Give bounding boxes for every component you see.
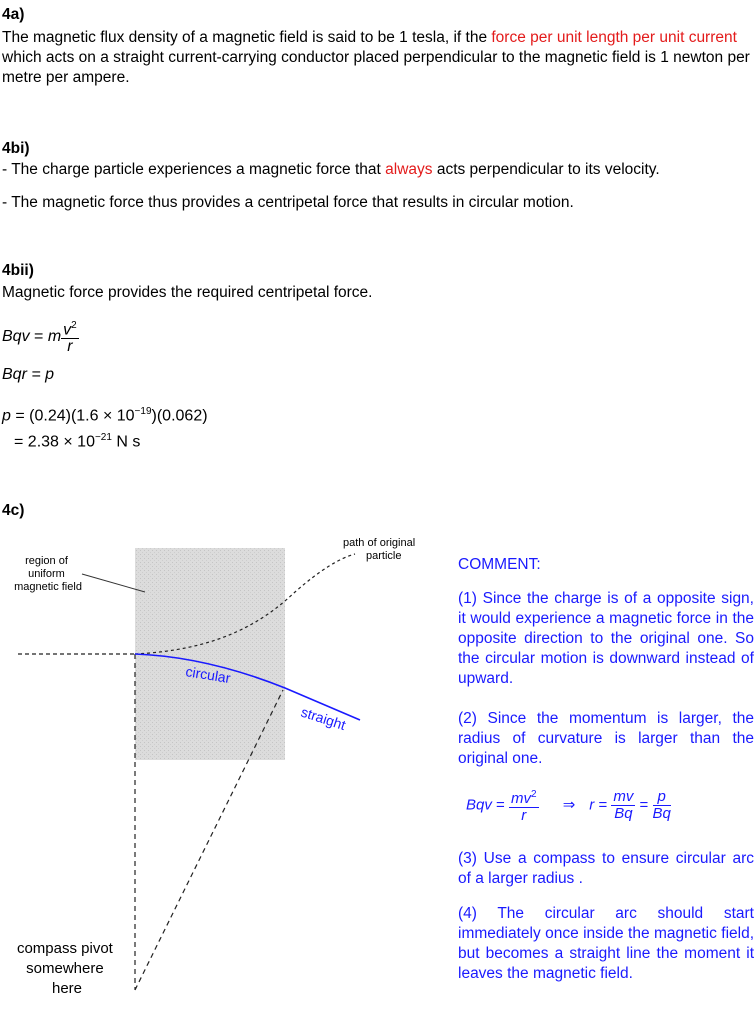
eq1-lhs: Bqv	[2, 327, 30, 345]
eq1-mass: m	[47, 327, 62, 345]
ceq-lhs: Bqv	[466, 796, 492, 814]
q4bii-intro: Magnetic force provides the required centripetal force.	[2, 284, 373, 301]
circular-label: circular	[184, 663, 232, 687]
comment-point-2: (2) Since the momentum is larger, the radius of curvature is larger than the original one.	[458, 710, 754, 767]
comment-equation: Bqv = $\frac{mv^2}{r}$ ⇒ r = $\frac{mv}{Bq}$ = $\frac{p}{Bq}$	[466, 788, 671, 824]
magnetic-field-region	[135, 548, 285, 760]
eq4-unit: N s	[111, 433, 141, 451]
eq-centripetal	[2, 318, 79, 355]
ceq-den-2: Bq	[614, 805, 633, 822]
q4a-text-2: which acts on a straight current-carrying conductor placed perpendicular to the magnetic field is 1 newton per metre per ampere.	[2, 49, 750, 86]
region-label: region of uniform magnetic field	[14, 555, 82, 593]
eq1-fraction	[61, 318, 79, 355]
eq4-a: = 2.38 × 10	[14, 433, 95, 451]
pivot-label: compass pivot somewhere here	[16, 940, 113, 997]
ceq-den-3: Bq	[652, 805, 671, 822]
ceq-fraction-3	[653, 789, 671, 822]
ceq-den-1: r	[521, 807, 527, 824]
eq1-denominator: r	[67, 338, 73, 356]
eq-momentum: Bqr = p	[2, 366, 55, 383]
q4a-heading: 4a)	[2, 6, 25, 23]
eq3-p: p	[2, 407, 11, 425]
eq3-end: )(0.062)	[151, 407, 208, 425]
comment-point-1: (1) Since the charge is of a opposite sign, it would experience a magnetic force in the opposite direction to the original one. So the circular motion is downward instead of upward.	[458, 590, 754, 687]
q4bi-line-1-b: acts perpendicular to its velocity.	[432, 161, 660, 178]
deflection-diagram	[0, 530, 450, 1023]
q4a-answer	[2, 28, 756, 88]
q4c-heading: 4c)	[2, 502, 25, 519]
ceq-fraction-2	[611, 789, 635, 822]
ceq-num-1: mv	[510, 790, 531, 807]
q4a-text-1: The magnetic flux density of a magnetic field is said to be 1 tesla, if the	[2, 29, 492, 46]
q4bi-line-1-a: - The charge particle experiences a magnetic force that	[2, 161, 386, 178]
eq4-exponent: −21	[94, 432, 112, 443]
q4bi-highlight: always	[385, 161, 433, 178]
ceq-num-3: p	[653, 789, 671, 806]
eq-substitution	[2, 406, 208, 425]
ceq-equals: =	[491, 796, 509, 814]
eq1-exponent: 2	[71, 320, 77, 331]
eq3-rhs: = (0.24)(1.6 × 10	[10, 407, 135, 425]
ceq-fraction-1	[509, 787, 539, 824]
comment-point-3: (3) Use a compass to ensure circular arc of a larger radius .	[458, 850, 754, 887]
q4a-highlight: force per unit length per unit current	[491, 29, 737, 46]
q4bi-heading: 4bi)	[2, 140, 30, 157]
eq1-equals: =	[29, 327, 48, 345]
comment-title: COMMENT:	[458, 556, 541, 573]
eq1-numerator: v	[63, 321, 72, 339]
ceq-num-2: mv	[613, 788, 634, 805]
q4bi-line-1	[2, 160, 660, 180]
path-label: path of original particle	[343, 537, 416, 562]
straight-label: straight	[299, 703, 348, 734]
implies-arrow: ⇒	[562, 796, 576, 814]
eq3-exponent: −19	[134, 406, 152, 417]
q4bi-line-2: - The magnetic force thus provides a centripetal force that results in circular motion.	[2, 194, 574, 211]
ceq-exponent: 2	[530, 789, 537, 800]
comment-point-4: (4) The circular arc should start immediately once inside the magnetic field, but becomes a straight line the moment it leaves the magnetic field.	[458, 905, 754, 982]
eq-result	[14, 432, 140, 451]
ceq-r: r	[589, 796, 595, 814]
q4bii-heading: 4bii)	[2, 262, 34, 279]
